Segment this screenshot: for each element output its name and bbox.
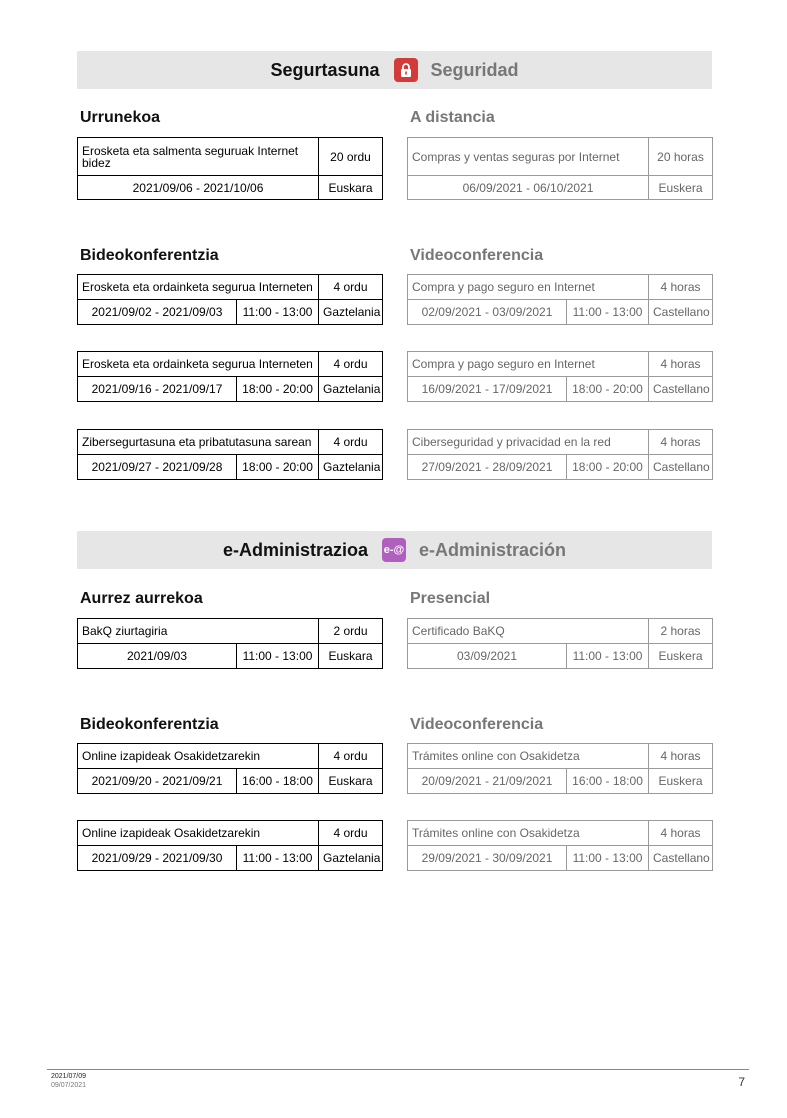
course-name: Compra y pago seguro en Internet — [408, 352, 649, 377]
course-name: Zibersegurtasuna eta pribatutasuna sarean — [78, 430, 319, 455]
course-hours: 4 ordu — [319, 275, 383, 300]
e-at-icon: e-@ — [382, 538, 406, 562]
course-name: Erosketa eta ordainketa segurua Interneten — [78, 352, 319, 377]
course-language: Castellano — [649, 300, 713, 325]
course-language: Gaztelania — [319, 300, 383, 325]
course-table — [77, 274, 383, 325]
course-table — [77, 429, 383, 480]
course-time: 11:00 - 13:00 — [567, 846, 649, 871]
heading-urrunekoa: Urrunekoa — [80, 109, 161, 126]
course-name: Trámites online con Osakidetza — [408, 821, 649, 846]
course-dates: 16/09/2021 - 17/09/2021 — [408, 377, 567, 402]
course-hours: 4 horas — [649, 744, 713, 769]
course-language: Euskara — [319, 176, 383, 200]
course-hours: 20 horas — [649, 138, 713, 176]
course-language: Castellano — [649, 846, 713, 871]
footer-divider — [47, 1069, 749, 1070]
heading-a-distancia: A distancia — [410, 109, 495, 126]
course-time: 11:00 - 13:00 — [237, 300, 319, 325]
course-time: 11:00 - 13:00 — [237, 846, 319, 871]
course-dates: 2021/09/20 - 2021/09/21 — [78, 769, 237, 794]
course-name: Compra y pago seguro en Internet — [408, 275, 649, 300]
course-language: Euskera — [649, 176, 713, 200]
section-title-eu: Segurtasuna — [270, 59, 380, 80]
course-dates: 06/09/2021 - 06/10/2021 — [408, 176, 649, 200]
course-time: 18:00 - 20:00 — [237, 455, 319, 480]
course-name: Online izapideak Osakidetzarekin — [78, 821, 319, 846]
course-hours: 4 ordu — [319, 821, 383, 846]
course-language: Euskera — [649, 644, 713, 669]
course-time: 18:00 - 20:00 — [567, 377, 649, 402]
course-table — [77, 743, 383, 794]
course-dates: 2021/09/02 - 2021/09/03 — [78, 300, 237, 325]
course-language: Euskera — [649, 769, 713, 794]
heading-aurrez-aurrekoa: Aurrez aurrekoa — [80, 590, 203, 607]
course-table — [77, 820, 383, 871]
course-name: Erosketa eta salmenta seguruak Internet bidez — [78, 138, 319, 176]
course-dates: 2021/09/06 - 2021/10/06 — [78, 176, 319, 200]
course-hours: 4 ordu — [319, 352, 383, 377]
course-dates: 2021/09/29 - 2021/09/30 — [78, 846, 237, 871]
course-time: 11:00 - 13:00 — [567, 644, 649, 669]
course-table — [407, 429, 713, 480]
course-time: 18:00 - 20:00 — [237, 377, 319, 402]
course-table — [407, 618, 713, 669]
course-language: Gaztelania — [319, 455, 383, 480]
course-time: 11:00 - 13:00 — [567, 300, 649, 325]
course-table — [407, 743, 713, 794]
course-table — [407, 274, 713, 325]
section-title-eu: e-Administrazioa — [222, 539, 368, 560]
course-hours: 4 ordu — [319, 744, 383, 769]
lock-icon — [394, 58, 418, 82]
course-name: BakQ ziurtagiria — [78, 619, 319, 644]
course-table — [407, 137, 713, 200]
course-table — [77, 137, 383, 200]
course-hours: 4 horas — [649, 275, 713, 300]
footer-date-es: 09/07/2021 — [51, 1082, 87, 1089]
section-band-security — [77, 51, 712, 89]
course-hours: 20 ordu — [319, 138, 383, 176]
course-dates: 03/09/2021 — [408, 644, 567, 669]
course-hours: 4 horas — [649, 352, 713, 377]
course-table — [407, 351, 713, 402]
course-hours: 4 ordu — [319, 430, 383, 455]
heading-presencial: Presencial — [410, 590, 491, 607]
course-dates: 2021/09/16 - 2021/09/17 — [78, 377, 237, 402]
course-hours: 4 horas — [649, 430, 713, 455]
course-name: Certificado BaKQ — [408, 619, 649, 644]
course-dates: 27/09/2021 - 28/09/2021 — [408, 455, 567, 480]
course-language: Castellano — [649, 377, 713, 402]
course-name: Online izapideak Osakidetzarekin — [78, 744, 319, 769]
page-number: 7 — [738, 1075, 745, 1089]
course-dates: 20/09/2021 - 21/09/2021 — [408, 769, 567, 794]
section-title-es: Seguridad — [430, 59, 519, 80]
heading-videoconferencia: Videoconferencia — [410, 247, 544, 264]
course-name: Erosketa eta ordainketa segurua Interneten — [78, 275, 319, 300]
course-dates: 29/09/2021 - 30/09/2021 — [408, 846, 567, 871]
course-dates: 02/09/2021 - 03/09/2021 — [408, 300, 567, 325]
course-time: 16:00 - 18:00 — [567, 769, 649, 794]
course-name: Ciberseguridad y privacidad en la red — [408, 430, 649, 455]
course-table — [77, 618, 383, 669]
heading-bideokonferentzia: Bideokonferentzia — [80, 247, 219, 264]
course-language: Euskara — [319, 644, 383, 669]
course-language: Euskara — [319, 769, 383, 794]
course-language: Gaztelania — [319, 377, 383, 402]
course-hours: 4 horas — [649, 821, 713, 846]
course-hours: 2 horas — [649, 619, 713, 644]
course-name: Compras y ventas seguras por Internet — [408, 138, 649, 176]
course-dates: 2021/09/03 — [78, 644, 237, 669]
heading-bideokonferentzia: Bideokonferentzia — [80, 716, 219, 733]
course-language: Gaztelania — [319, 846, 383, 871]
course-dates: 2021/09/27 - 2021/09/28 — [78, 455, 237, 480]
course-time: 16:00 - 18:00 — [237, 769, 319, 794]
course-table — [407, 820, 713, 871]
course-name: Trámites online con Osakidetza — [408, 744, 649, 769]
course-time: 18:00 - 20:00 — [567, 455, 649, 480]
course-language: Castellano — [649, 455, 713, 480]
heading-videoconferencia: Videoconferencia — [410, 716, 544, 733]
section-band-e-administration — [77, 531, 712, 569]
course-hours: 2 ordu — [319, 619, 383, 644]
course-time: 11:00 - 13:00 — [237, 644, 319, 669]
section-title-es: e-Administración — [419, 539, 567, 560]
course-table — [77, 351, 383, 402]
footer-date-eu: 2021/07/09 — [51, 1073, 87, 1080]
